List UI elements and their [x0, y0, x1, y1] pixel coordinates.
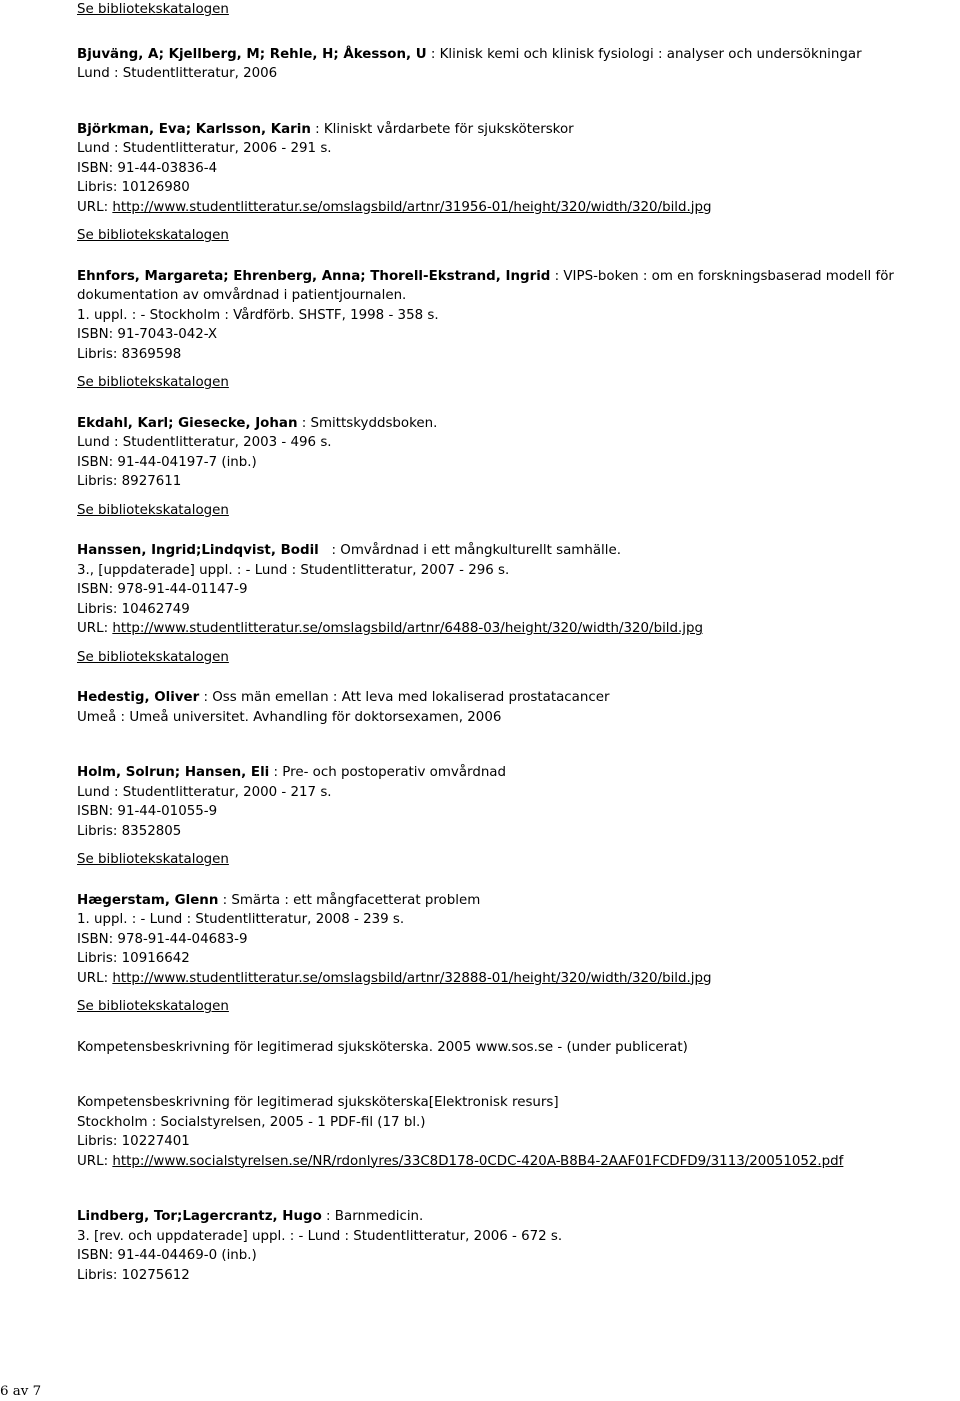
url-label: URL:: [77, 1153, 113, 1169]
entry-title: : Klinisk kemi och klinisk fysiologi : analyser och undersökningar: [426, 46, 862, 62]
entry-url-link[interactable]: http://www.studentlitteratur.se/omslagsbild/artnr/31956-01/height/320/width/320/bild.jpg: [112, 199, 712, 215]
bibliography-entry: [77, 120, 960, 246]
entry-authors: Lindberg, Tor;Lagercrantz, Hugo: [77, 1209, 322, 1224]
entry-authors: Bjuväng, A; Kjellberg, M; Rehle, H; Åkesson, U: [77, 46, 427, 62]
catalog-link[interactable]: Se bibliotekskatalogen: [77, 852, 229, 867]
entry-publication: Umeå : Umeå universitet. Avhandling för doktorsexamen, 2006: [77, 709, 502, 725]
entry-title: : Kliniskt vårdarbete för sjuksköterskor: [310, 121, 574, 137]
entry-publication: Lund : Studentlitteratur, 2006: [77, 66, 278, 81]
entry-title: : Oss män emellan : Att leva med lokaliserad prostatacancer: [199, 690, 610, 705]
entry-publication: Lund : Studentlitteratur, 2006 - 291 s.: [77, 141, 332, 156]
entry-libris: Libris: 8369598: [77, 346, 182, 362]
entry-title: : Smärta : ett mångfacetterat problem: [218, 892, 481, 908]
entry-libris: Libris: 10275612: [77, 1267, 190, 1283]
entry-publication: Stockholm : Socialstyrelsen, 2005 - 1 PDF-fil (17 bl.): [77, 1114, 426, 1130]
entry-isbn: ISBN: 91-44-01055-9: [77, 804, 218, 819]
entry-heading: [77, 414, 960, 434]
catalog-link[interactable]: Se bibliotekskatalogen: [77, 649, 229, 665]
entry-isbn: ISBN: 91-44-04197-7 (inb.): [77, 454, 257, 470]
entry-heading: [77, 1207, 960, 1227]
url-label: URL:: [77, 970, 113, 986]
entry-url-line: [77, 969, 960, 989]
entry-publication: 3., [uppdaterade] uppl. : - Lund : Studentlitteratur, 2007 - 296 s.: [77, 562, 510, 578]
entry-url-link[interactable]: http://www.studentlitteratur.se/omslagsbild/artnr/32888-01/height/320/width/320/bild.jpg: [112, 970, 712, 986]
catalog-link[interactable]: Se bibliotekskatalogen: [77, 2, 229, 17]
entry-heading: [77, 45, 960, 65]
bibliography-entry: [77, 45, 960, 84]
entry-publication: 3. [rev. och uppdaterade] uppl. : - Lund : Studentlitteratur, 2006 - 672 s.: [77, 1228, 563, 1244]
entry-heading: [77, 541, 960, 561]
entry-publication: Lund : Studentlitteratur, 2000 - 217 s.: [77, 784, 332, 800]
entry-heading: [77, 267, 960, 306]
entry-authors: Ehnfors, Margareta; Ehrenberg, Anna; Thorell-Ekstrand, Ingrid: [77, 268, 551, 284]
entry-url-line: [77, 198, 960, 218]
bibliography-entry: [77, 763, 960, 870]
entry-authors: Björkman, Eva; Karlsson, Karin: [77, 121, 311, 137]
url-label: URL:: [77, 621, 113, 636]
catalog-link[interactable]: Se bibliotekskatalogen: [77, 228, 229, 243]
entry-title: : Smittskyddsboken.: [297, 415, 438, 431]
entry-authors: Holm, Solrun; Hansen, Eli: [77, 765, 270, 780]
entry-url-line: [77, 619, 960, 639]
entry-heading: [77, 120, 960, 140]
bibliography-entry: [77, 414, 960, 521]
entry-title: : Omvårdnad i ett mångkulturellt samhälle.: [318, 543, 621, 558]
entry-publication: Lund : Studentlitteratur, 2003 - 496 s.: [77, 435, 332, 450]
entry-isbn: ISBN: 978-91-44-04683-9: [77, 931, 248, 947]
bibliography-list: [77, 0, 960, 1285]
bibliography-entry: [77, 688, 960, 727]
catalog-link[interactable]: Se bibliotekskatalogen: [77, 999, 229, 1014]
entry-libris: Libris: 10462749: [77, 601, 190, 617]
bibliography-entry: [77, 891, 960, 1017]
entry-heading: [77, 763, 960, 783]
entry-libris: Libris: 8352805: [77, 823, 182, 839]
entry-url-link[interactable]: http://www.studentlitteratur.se/omslagsbild/artnr/6488-03/height/320/width/320/bild.jpg: [112, 621, 703, 636]
bibliography-entry: [77, 541, 960, 667]
entry-libris: Libris: 10227401: [77, 1134, 190, 1149]
entry-url-line: [77, 1152, 960, 1172]
entry-publication: 1. uppl. : - Lund : Studentlitteratur, 2008 - 239 s.: [77, 912, 405, 927]
entry-plain-text: Kompetensbeskrivning för legitimerad sjuksköterska. 2005 www.sos.se - (under publicerat): [77, 1039, 688, 1055]
entry-plain-text: Kompetensbeskrivning för legitimerad sjuksköterska[Elektronisk resurs]: [77, 1095, 559, 1110]
catalog-link[interactable]: Se bibliotekskatalogen: [77, 375, 229, 390]
url-label: URL:: [77, 199, 113, 215]
entry-isbn: ISBN: 978-91-44-01147-9: [77, 582, 248, 597]
entry-libris: Libris: 10126980: [77, 180, 190, 195]
entry-authors: Hægerstam, Glenn: [77, 892, 219, 908]
entry-title: : Pre- och postoperativ omvårdnad: [269, 765, 507, 780]
bibliography-entry: [77, 1207, 960, 1285]
entry-url-link[interactable]: http://www.socialstyrelsen.se/NR/rdonlyres/33C8D178-0CDC-420A-B8B4-2AAF01FCDFD9/3113/20051052.pdf: [112, 1153, 844, 1169]
entry-authors: Ekdahl, Karl; Giesecke, Johan: [77, 415, 298, 431]
bibliography-entry: [77, 1038, 960, 1058]
entry-isbn: ISBN: 91-44-04469-0 (inb.): [77, 1248, 257, 1263]
catalog-link[interactable]: Se bibliotekskatalogen: [77, 502, 229, 518]
entry-libris: Libris: 10916642: [77, 951, 190, 966]
bibliography-entry: [77, 267, 960, 393]
entry-publication: 1. uppl. : - Stockholm : Vårdförb. SHSTF, 1998 - 358 s.: [77, 307, 439, 323]
bibliography-entry: [77, 1093, 960, 1171]
page-counter: 6 av 7: [0, 1384, 42, 1399]
entry-title: : Barnmedicin.: [321, 1209, 424, 1224]
entry-authors: Hedestig, Oliver: [77, 690, 200, 705]
entry-heading: [77, 688, 960, 708]
entry-libris: Libris: 8927611: [77, 474, 182, 489]
entry-isbn: ISBN: 91-44-03836-4: [77, 160, 218, 176]
entry-isbn: ISBN: 91-7043-042-X: [77, 327, 218, 342]
entry-authors: Hanssen, Ingrid;Lindqvist, Bodil: [77, 543, 319, 558]
entry-title: : VIPS-boken : om en forskningsbaserad modell för dokumentation av omvårdnad i patientjournalen.: [77, 268, 894, 303]
entry-heading: [77, 891, 960, 911]
